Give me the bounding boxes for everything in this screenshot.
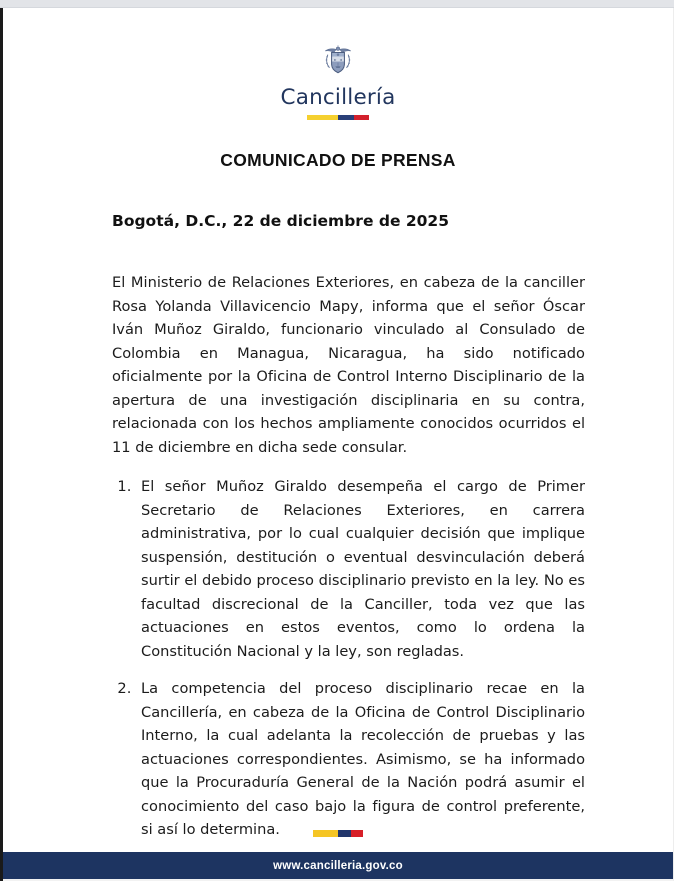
list-item: 1. El señor Muñoz Giraldo desempeña el cargo de Primer Secretario de Relaciones Exteriores, en carrera administrativa, por lo cual cualquier decisión que implique suspensión, destitución o eventual desvinculación deberá surtir el debido proceso disciplinario previsto en la ley. No es facultad discrecional de la Canciller, toda vez que las actuaciones en estos eventos, como lo ordena la Constitución Nacional y la ley, son regladas. — [136, 475, 585, 663]
page-title: COMUNICADO DE PRENSA — [220, 150, 456, 170]
footer-website-link[interactable]: www.cancilleria.gov.co — [273, 859, 403, 872]
flag-segment-yellow — [313, 830, 338, 837]
flag-segment-blue — [338, 115, 354, 120]
cancilleria-wordmark: Cancillería — [280, 85, 396, 110]
colombia-flag-bar-footer — [313, 830, 363, 837]
dateline: Bogotá, D.C., 22 de diciembre de 2025 — [112, 212, 449, 230]
list-item: 2. La competencia del proceso disciplinario recae en la Cancillería, en cabeza de la Oficina de Control Disciplinario Interno, la cual adelanta la recolección de pruebas y las actuaciones correspondientes. Asimismo, se ha informado que la Procuraduría General de la Nación podrá asumir el conocimiento del caso bajo la figura de control preferente, si así lo determina. — [136, 677, 585, 842]
lead-paragraph: El Ministerio de Relaciones Exteriores, en cabeza de la canciller Rosa Yolanda Villavicencio Mapy, informa que el señor Óscar Iván Muñoz Giraldo, funcionario vinculado al Consulado de Colombia en Managua, Nicaragua, ha sido notificado oficialmente por la Oficina de Control Interno Disciplinario de la apertura de una investigación disciplinaria en su contra, relacionada con los hechos ampliamente conocidos ocurridos el 11 de diciembre en dicha sede consular. — [112, 274, 585, 456]
numbered-points-list — [112, 475, 585, 842]
footer-bar — [3, 852, 673, 879]
press-release-body — [112, 271, 585, 842]
viewer-top-band — [0, 0, 674, 8]
flag-segment-yellow — [307, 115, 338, 120]
press-release-page — [3, 8, 673, 881]
colombia-coat-of-arms-icon — [321, 44, 355, 82]
masthead — [3, 8, 673, 120]
colombia-flag-bar-top — [307, 115, 369, 120]
flag-segment-blue — [338, 830, 351, 837]
flag-segment-red — [351, 830, 364, 837]
flag-segment-red — [354, 115, 370, 120]
